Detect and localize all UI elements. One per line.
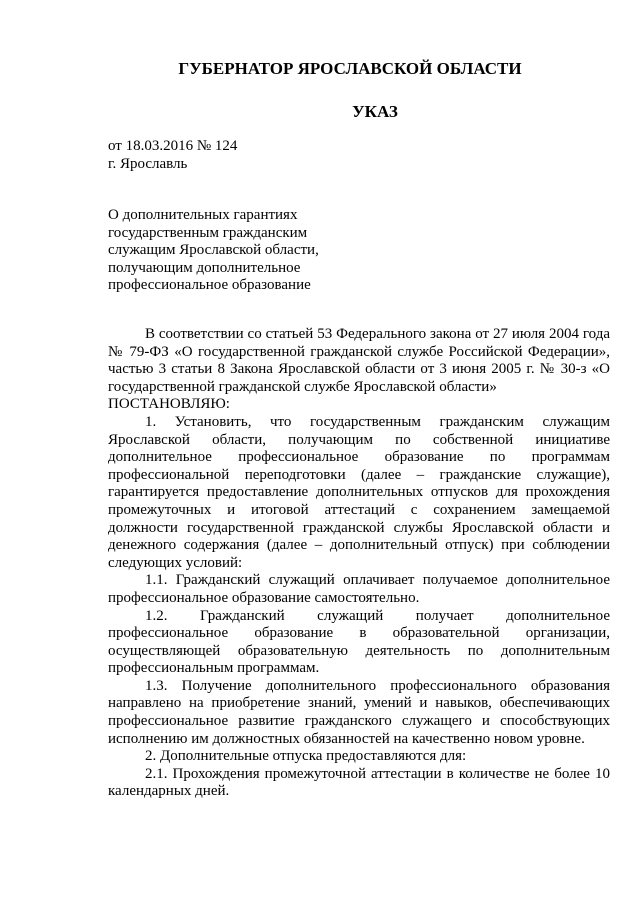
clause-1-3: 1.3. Получение дополнительного профессионального образования направлено на приобретение знаний, умений и навыков, обеспечивающих профессиональное развитие гражданского служащего и способствующих исполнению им должностных обязанностей на качественно новом уровне. (108, 677, 610, 747)
subject-line: служащим Ярославской области, (108, 242, 319, 259)
clause-1: 1. Установить, что государственным гражданским служащим Ярославской области, получающим по собственной инициативе дополнительное профессиональное образование по программам профессиональной переподготовки (далее – гражданские служащие), гарантируется предоставление дополнительных отпусков для прохождения промежуточных и итоговой аттестаций с сохранением замещаемой должности государственной гражданской службы Ярославской области и денежного содержания (далее – дополнительный отпуск) при соблюдении следующих условий: (108, 413, 610, 571)
date-number: от 18.03.2016 № 124 (108, 138, 238, 154)
subject-line: получающим дополнительное (108, 259, 301, 276)
decree-word: ПОСТАНОВЛЯЮ: (108, 396, 230, 413)
subject-line: О дополнительных гарантиях (108, 207, 298, 223)
issuer-title: ГУБЕРНАТОР ЯРОСЛАВСКОЙ ОБЛАСТИ (178, 59, 522, 78)
preamble-paragraph: В соответствии со статьей 53 Федерального закона от 27 июля 2004 года № 79-ФЗ «О государственной гражданской службе Российской Федерации», частью 3 статьи 8 Закона Ярославской области от 3 июня 2005 г. № 30-з «О государственной гражданской службе Ярославской области» (108, 326, 610, 395)
document-body (108, 326, 610, 801)
document-subject (108, 207, 368, 295)
clause-2-1: 2.1. Прохождения промежуточной аттестации в количестве не более 10 календарных дней. (108, 765, 610, 800)
subject-line: профессиональное образование (108, 277, 311, 294)
clause-1-1: 1.1. Гражданский служащий оплачивает получаемое дополнительное профессиональное образование самостоятельно. (108, 572, 610, 606)
document-meta (108, 138, 237, 174)
document-type: УКАЗ (352, 102, 398, 121)
subject-line: государственным гражданским (108, 224, 308, 241)
clause-1-2: 1.2. Гражданский служащий получает дополнительное профессиональное образование в образовательной организации, осуществляющей образовательную деятельность по дополнительным профессиональным программам. (108, 607, 610, 677)
city: г. Ярославль (108, 156, 188, 172)
clause-2: 2. Дополнительные отпуска предоставляются для: (145, 748, 467, 765)
